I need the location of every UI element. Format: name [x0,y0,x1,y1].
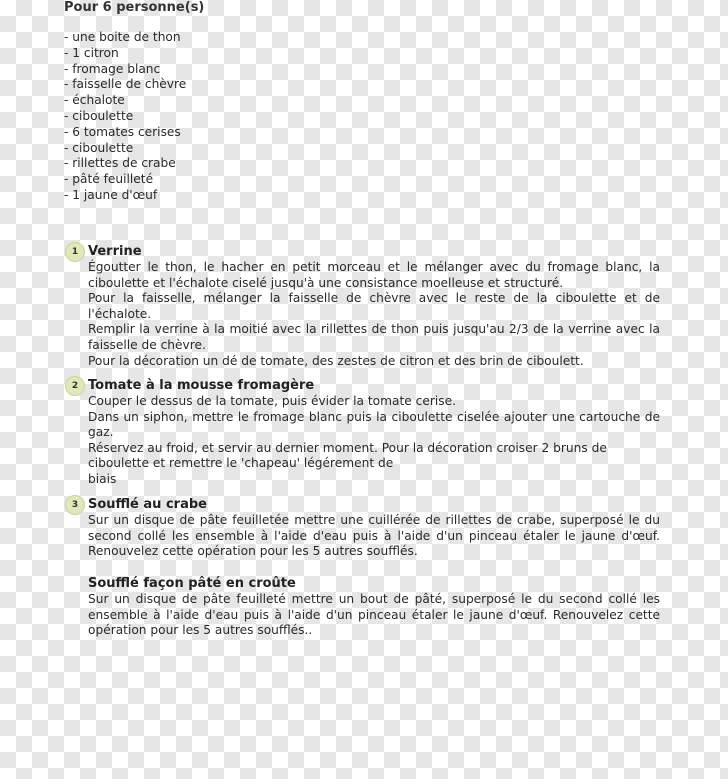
ingredient-item: - 6 tomates cerises [64,124,181,139]
step-number-badge: 3 [65,495,85,515]
step-paragraph: Pour la faisselle, mélanger la faisselle de chèvre avec le reste de la ciboulette et de l'échalote. [88,291,660,321]
step-number-badge: 2 [65,376,85,396]
extra-section-body [88,592,660,639]
step-paragraph: Couper le dessus de la tomate, puis évider la tomate cerise. [88,394,456,408]
ingredient-list [64,30,186,204]
ingredient-item: - ciboulette [64,140,134,155]
step-paragraph: Réservez au froid, et servir au dernier moment. Pour la décoration croiser 2 bruns de ciboulette et remettre le 'chapeau' légérement de [88,440,607,471]
ingredient-item: - ciboulette [64,108,134,123]
step-paragraph: Pour la décoration un dé de tomate, des zestes de citron et des brin de ciboulett. [88,353,584,368]
ingredient-item: - faisselle de chèvre [64,77,187,92]
step-body [88,513,660,560]
ingredient-item: - échalote [64,93,125,108]
ingredient-item: - une boite de thon [64,30,181,44]
ingredient-item: - 1 citron [64,45,119,60]
step-body [88,394,660,488]
step-paragraph: Remplir la verrine à la moitié avec la rillettes de thon puis jusqu'au 2/3 de la verrine avec la faisselle de chèvre. [88,322,660,352]
extra-paragraph: Sur un disque de pâte feuilleté mettre un bout de pâté, superposé le du second collé les ensemble à l'aide d'eau puis à l'aide d'un pinceau étaler le jaune d'œuf. Renouvelez cette opération pour les 5 autres soufflés.. [88,592,660,638]
recipe-servings-heading: Pour 6 personne(s) [64,0,205,15]
step-paragraph: Égoutter le thon, le hacher en petit morceau et le mélanger avec du fromage blanc, la ciboulette et l'échalote ciselé jusqu'à une consistance moelleuse et structuré. [88,260,660,290]
ingredient-item: - rillettes de crabe [64,156,176,171]
step-body [88,260,660,369]
ingredient-item: - pâté feuilleté [64,172,154,187]
step-title: Verrine [88,244,142,259]
step-title: Tomate à la mousse fromagère [88,378,315,393]
ingredient-item: - fromage blanc [64,61,161,76]
step-paragraph: biais [88,471,117,486]
step-number-badge: 1 [65,242,85,262]
step-paragraph: Dans un siphon, mettre le fromage blanc puis la ciboulette ciselée ajouter une cartouche de gaz. [88,409,660,440]
ingredient-item: - 1 jaune d'œuf [64,187,158,202]
extra-section-title: Soufflé façon pâté en croûte [88,576,296,591]
step-title: Soufflé au crabe [88,497,207,512]
step-paragraph: Sur un disque de pâte feuilletée mettre une cuillérée de rillettes de crabe, superposé le du second collé les ensemble à l'aide d'eau puis à l'aide d'un pinceau étaler le jaune d'œuf. Renouvelez cette opération pour les 5 autres soufflés. [88,513,660,559]
